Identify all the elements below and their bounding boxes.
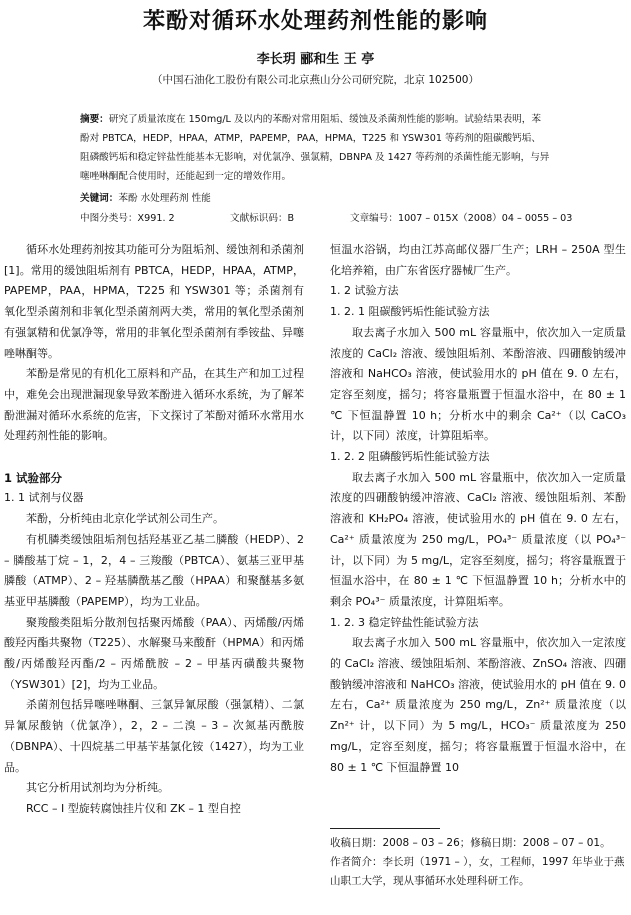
- paragraph: 苯酚是常见的有机化工原料和产品，在其生产和加工过程中，难免会出现泄漏现象导致苯酚进入循环水系统，为了解苯酚泄漏对循环水系统的危害，下文探讨了苯酚对循环水常用水处理药剂性能的影响。: [4, 367, 304, 443]
- paragraph: 循环水处理药剂按其功能可分为阻垢剂、缓蚀剂和杀菌剂[1]。常用的缓蚀阻垢剂有 PBTCA，HEDP，HPAA，ATMP，PAPEMP，PAA，HPMA，T225 和 YSW301 等；杀菌剂有氧化型杀菌剂和非氧化型杀菌剂两大类，常用的氧化型杀菌剂有强氯精和优氯净等，常用的非氧化型杀菌剂有季铵盐、异噻唑啉酮等。: [4, 243, 304, 360]
- keywords-text: 苯酚 水处理药剂 性能: [118, 193, 211, 204]
- left-column: [4, 240, 304, 820]
- abstract-label: 摘要：: [80, 114, 109, 125]
- paragraph: 杀菌剂包括异噻唑啉酮、三氯异氰尿酸（强氯精）、二氯异氰尿酸钠（优氯净），2，2 – 二溴 – 3 – 次氮基丙酰胺（DBNPA）、十四烷基二甲基苄基氯化铵（1427），均为工业品。: [4, 698, 304, 774]
- paragraph: 取去离子水加入 500 mL 容量瓶中，依次加入一定浓度的 CaCl₂ 溶液、缓蚀阻垢剂、苯酚溶液、ZnSO₄ 溶液、四硼酸钠缓冲溶液和 NaHCO₃ 溶液，使试验用水的 pH 值在 9. 0 左右，Ca²⁺ 质量浓度为 250 mg/L，Zn²⁺ 质量浓度（以 Zn²⁺ 计，以下同）为 5 mg/L，HCO₃⁻ 质量浓度为 250 mg/L，定容至刻度，摇匀；将容量瓶置于恒温水浴中，在 80 ± 1 ℃ 下恒温静置 10: [330, 636, 626, 774]
- paper-title: 苯酚对循环水处理药剂性能的影响: [142, 9, 488, 34]
- document-code: 文献标识码：B: [230, 213, 295, 224]
- subsection-heading: 1. 2 试验方法: [330, 284, 399, 298]
- subsubsection-heading: 1. 2. 1 阻碳酸钙垢性能试验方法: [330, 305, 490, 319]
- keywords-label: 关键词：: [80, 193, 119, 204]
- clc-number: 中图分类号：X991. 2: [80, 213, 175, 224]
- affiliation: （中国石油化工股份有限公司北京燕山分公司研究院，北京 102500）: [152, 74, 479, 86]
- paragraph: 有机膦类缓蚀阻垢剂包括羟基亚乙基二膦酸（HEDP）、2 – 膦酸基丁烷 – 1，2，4 – 三羧酸（PBTCA）、氨基三亚甲基膦酸（ATMP）、2 – 羟基膦酰基乙酸（HPAA）和聚醚基多氨基亚甲基膦酸（PAPEMP），均为工业品。: [4, 532, 304, 608]
- paragraph: 苯酚，分析纯由北京化学试剂公司生产。: [26, 512, 224, 526]
- section-heading: 1 试验部分: [4, 470, 63, 485]
- author-list: 李长玥 郦和生 王 亭: [256, 52, 375, 67]
- subsubsection-heading: 1. 2. 3 稳定锌盐性能试验方法: [330, 615, 479, 629]
- paragraph: 恒温水浴锅，均由江苏高邮仪器厂生产；LRH – 250A 型生化培养箱，由广东省医疗器械厂生产。: [330, 243, 626, 277]
- article-meta: [80, 210, 573, 224]
- author-bio: 作者简介：李长玥（1971 – ），女，工程师，1997 年毕业于燕山职工大学，现从事循环水处理科研工作。: [330, 856, 625, 887]
- subsubsection-heading: 1. 2. 2 阻磷酸钙垢性能试验方法: [330, 450, 490, 464]
- paragraph: 其它分析用试剂均为分析纯。: [26, 781, 169, 795]
- keywords-block: [80, 190, 211, 204]
- footnote-divider: [330, 828, 440, 829]
- abstract-block: [80, 110, 550, 186]
- article-number: 文章编号：1007 – 015X（2008）04 – 0055 – 03: [350, 213, 573, 224]
- footnote-block: [330, 834, 626, 891]
- abstract-text: 研究了质量浓度在 150mg/L 及以内的苯酚对常用阻垢、缓蚀及杀菌剂性能的影响。试验结果表明，苯酚对 PBTCA，HEDP，HPAA，ATMP，PAPEMP，PAA，HPMA，T225 和 YSW301 等药剂的阻碳酸钙垢、阻磷酸钙垢和稳定锌盐性能基本无影响，对优氯净、强氯精，DBNPA 及 1427 等药剂的杀菌性能无影响，与异噻唑啉酮配合使用时，还能起到一定的增效作用。: [80, 114, 550, 182]
- paragraph: RCC – I 型旋转腐蚀挂片仪和 ZK – 1 型自控: [26, 801, 241, 815]
- subsection-heading: 1. 1 试剂与仪器: [4, 491, 84, 505]
- received-date: 收稿日期：2008 – 03 – 26；修稿日期：2008 – 07 – 01。: [330, 837, 611, 849]
- paragraph: 聚羧酸类阻垢分散剂包括聚丙烯酸（PAA）、丙烯酸/丙烯酸羟丙酯共聚物（T225）、水解聚马来酸酐（HPMA）和丙烯酸/丙烯酸羟丙酯/2 – 丙烯酰胺 – 2 – 甲基丙磺酸共聚物（YSW301）[2]，均为工业品。: [4, 615, 304, 691]
- paragraph: 取去离子水加入 500 mL 容量瓶中，依次加入一定质量浓度的四硼酸钠缓冲溶液、CaCl₂ 溶液、缓蚀阻垢剂、苯酚溶液和 KH₂PO₄ 溶液，使试验用水的 pH 值在 9. 0 左右，Ca²⁺ 质量浓度为 250 mg/L，PO₄³⁻ 质量浓度（以 PO₄³⁻ 计，以下同）为 5 mg/L，定容至刻度，摇匀；将容量瓶置于恒温水浴中，在 80 ± 1 ℃ 下恒温静置 10 h；分析水中的剩余 PO₄³⁻ 质量浓度，计算阻垢率。: [330, 470, 626, 608]
- right-column: [330, 240, 626, 778]
- paragraph: 取去离子水加入 500 mL 容量瓶中，依次加入一定质量浓度的 CaCl₂ 溶液、缓蚀阻垢剂、苯酚溶液、四硼酸钠缓冲溶液和 NaHCO₃ 溶液，使试验用水的 pH 值在 9. 0 左右，定容至刻度，摇匀；将容量瓶置于恒温水浴中，在 80 ± 1 ℃ 下恒温静置 10 h；分析水中的剩余 Ca²⁺（以 CaCO₃ 计，以下同）浓度，计算阻垢率。: [330, 325, 626, 443]
